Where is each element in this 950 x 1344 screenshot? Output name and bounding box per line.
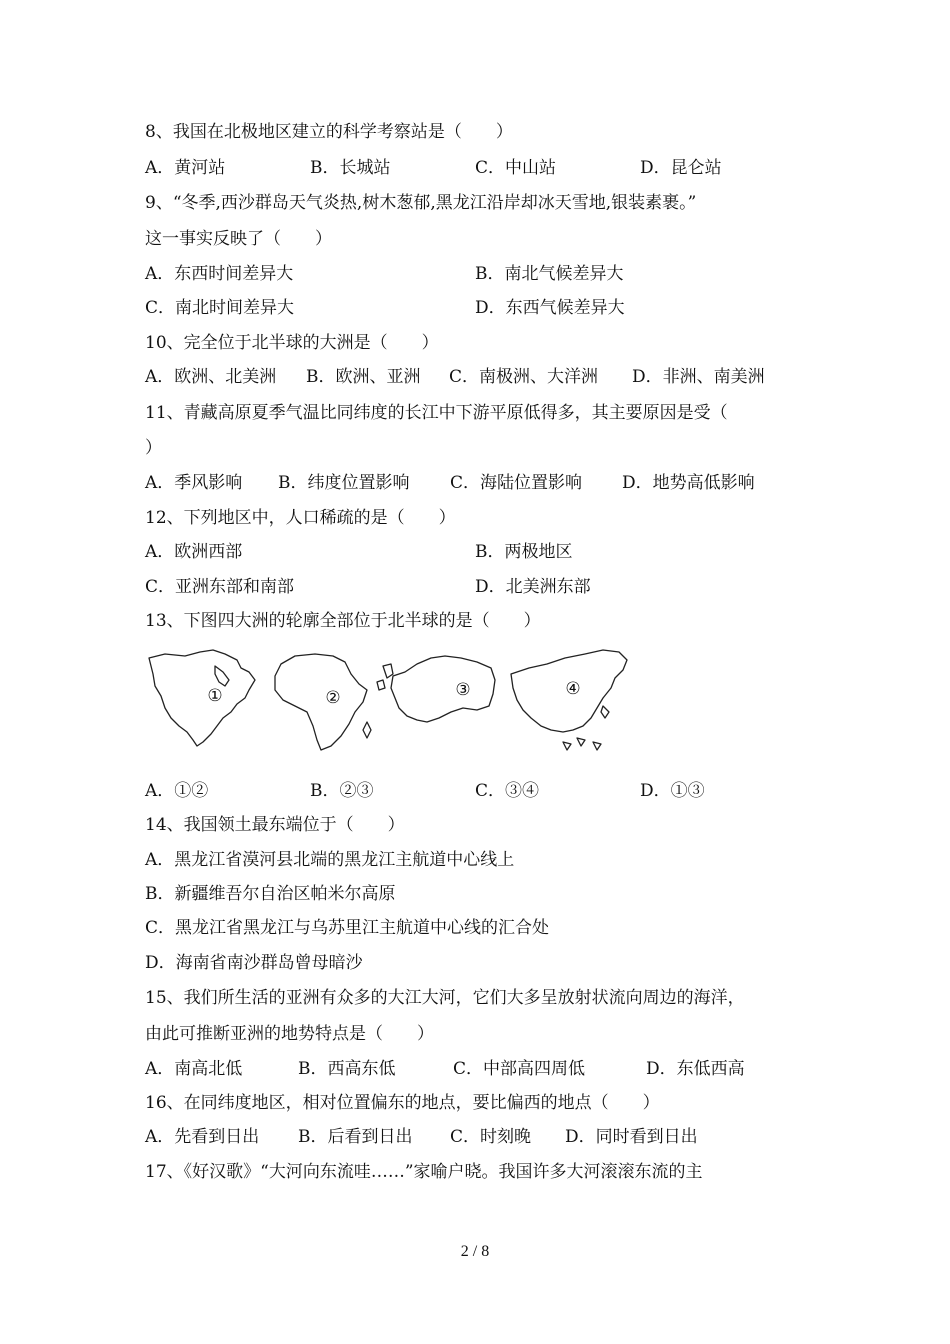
q15-option-d: D．东低西高 bbox=[646, 1059, 745, 1079]
map-label-1: ① bbox=[207, 686, 223, 706]
q16-stem: 16、在同纬度地区，相对位置偏东的地点，要比偏西的地点（ ） bbox=[145, 1093, 660, 1113]
q15-option-a: A．南高北低 bbox=[145, 1059, 243, 1079]
q10-option-d: D．非洲、南美洲 bbox=[632, 367, 765, 387]
q14-option-b: B．新疆维吾尔自治区帕米尔高原 bbox=[145, 884, 396, 904]
continent-outline-figure bbox=[145, 646, 635, 756]
q13-option-a: A．①② bbox=[145, 781, 209, 801]
map-label-4: ④ bbox=[565, 679, 581, 699]
q12-stem: 12、下列地区中，人口稀疏的是（ ） bbox=[145, 508, 456, 528]
q16-option-b: B．后看到日出 bbox=[298, 1127, 413, 1147]
q15-stem-line2: 由此可推断亚洲的地势特点是（ ） bbox=[145, 1024, 434, 1044]
q11-stem-line1: 11、青藏高原夏季气温比同纬度的长江中下游平原低得多，其主要原因是受（ bbox=[145, 403, 728, 423]
q14-option-a: A．黑龙江省漠河县北端的黑龙江主航道中心线上 bbox=[145, 850, 515, 870]
europe-outline bbox=[391, 656, 495, 722]
q15-option-c: C．中部高四周低 bbox=[453, 1059, 586, 1079]
q12-option-b: B．两极地区 bbox=[475, 542, 573, 562]
q10-option-b: B．欧洲、亚洲 bbox=[306, 367, 421, 387]
q9-option-c: C．南北时间差异大 bbox=[145, 298, 295, 318]
page-number: 2 / 8 bbox=[460, 1243, 490, 1260]
q8-option-b: B．长城站 bbox=[310, 158, 391, 178]
q12-option-c: C．亚洲东部和南部 bbox=[145, 577, 295, 597]
q8-stem: 8、我国在北极地区建立的科学考察站是（ ） bbox=[145, 122, 513, 142]
north-america-outline bbox=[149, 650, 255, 746]
q16-option-c: C．时刻晚 bbox=[450, 1127, 532, 1147]
q16-option-d: D．同时看到日出 bbox=[565, 1127, 698, 1147]
q11-option-d: D．地势高低影响 bbox=[622, 473, 755, 493]
q13-option-c: C．③④ bbox=[475, 781, 540, 801]
q10-stem: 10、完全位于北半球的大洲是（ ） bbox=[145, 333, 439, 353]
q9-option-d: D．东西气候差异大 bbox=[475, 298, 625, 318]
q17-stem: 17、《好汉歌》“大河向东流哇……”家喻户晓。我国许多大河滚滚东流的主 bbox=[145, 1162, 703, 1182]
q11-stem-line2: ） bbox=[145, 438, 162, 458]
q8-option-a: A．黄河站 bbox=[145, 158, 226, 178]
q10-option-c: C．南极洲、大洋洲 bbox=[449, 367, 599, 387]
q16-option-a: A．先看到日出 bbox=[145, 1127, 260, 1147]
q11-option-a: A．季风影响 bbox=[145, 473, 243, 493]
q8-option-d: D．昆仑站 bbox=[640, 158, 722, 178]
q15-stem-line1: 15、我们所生活的亚洲有众多的大江大河，它们大多呈放射状流向周边的海洋， bbox=[145, 988, 745, 1008]
q10-option-a: A．欧洲、北美洲 bbox=[145, 367, 277, 387]
q14-stem: 14、我国领土最东端位于（ ） bbox=[145, 815, 405, 835]
q12-option-a: A．欧洲西部 bbox=[145, 542, 243, 562]
q11-option-b: B．纬度位置影响 bbox=[278, 473, 410, 493]
q13-stem: 13、下图四大洲的轮廓全部位于北半球的是（ ） bbox=[145, 611, 541, 631]
q11-option-c: C．海陆位置影响 bbox=[450, 473, 583, 493]
q12-option-d: D．北美洲东部 bbox=[475, 577, 591, 597]
map-label-3: ③ bbox=[455, 680, 471, 700]
q14-option-c: C．黑龙江省黑龙江与乌苏里江主航道中心线的汇合处 bbox=[145, 918, 550, 938]
q15-option-b: B．西高东低 bbox=[298, 1059, 396, 1079]
q9-option-b: B．南北气候差异大 bbox=[475, 264, 624, 284]
map-label-2: ② bbox=[325, 688, 341, 708]
q14-option-d: D．海南省南沙群岛曾母暗沙 bbox=[145, 953, 363, 973]
q8-option-c: C．中山站 bbox=[475, 158, 557, 178]
q9-stem-line1: 9、“冬季,西沙群岛天气炎热,树木葱郁,黑龙江沿岸却冰天雪地,银装素裹。” bbox=[145, 193, 697, 213]
q9-option-a: A．东西时间差异大 bbox=[145, 264, 294, 284]
q13-option-b: B．②③ bbox=[310, 781, 374, 801]
q13-option-d: D．①③ bbox=[640, 781, 705, 801]
q9-stem-line2: 这一事实反映了（ ） bbox=[145, 229, 332, 249]
africa-outline bbox=[275, 654, 367, 750]
